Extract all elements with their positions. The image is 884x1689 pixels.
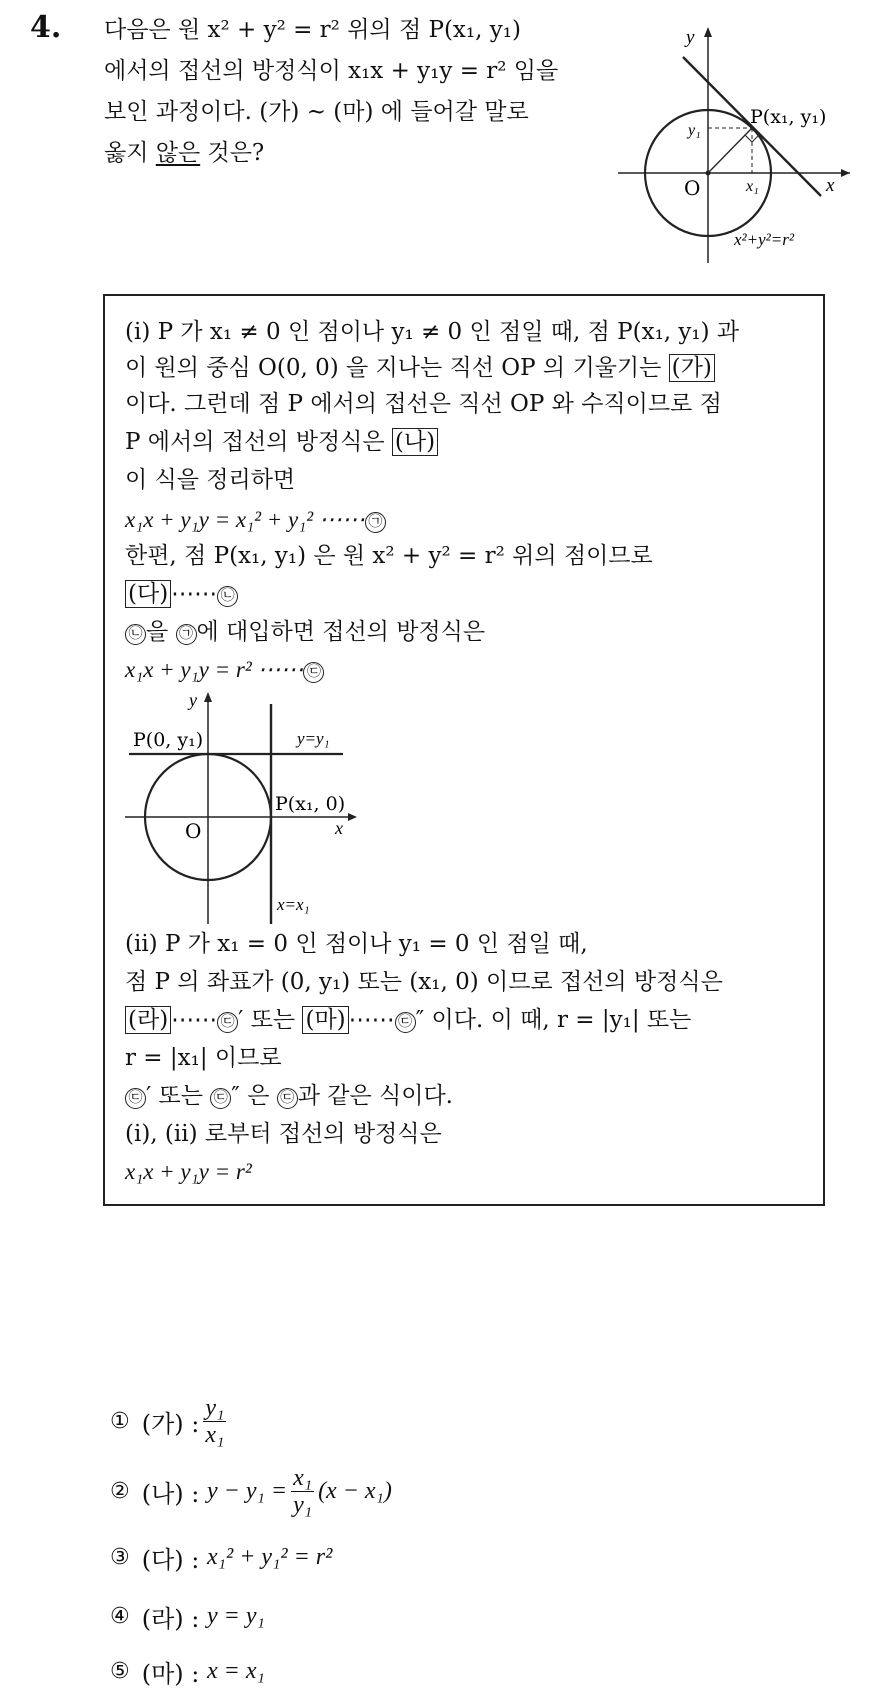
or-2: 또는 (158, 1083, 203, 1109)
choice-2-denominator: y₁ (293, 1492, 313, 1518)
proof-line-4-text: P 에서의 접선의 방정식은 (125, 429, 385, 455)
marker-giyeok: ㉠ (365, 512, 386, 533)
choice-3-number: ③ (110, 1545, 130, 1570)
proof-line-15 (125, 1078, 453, 1114)
choice-2-pre: y − y₁ = (207, 1478, 288, 1504)
question-number: 4. (30, 10, 62, 45)
marker-giyeok-ref: ㉠ (176, 624, 197, 645)
marker-digeut-prime-ref: ㉢ (125, 1088, 146, 1109)
proof-line-9 (125, 614, 485, 650)
x-axis-arrow (348, 813, 357, 821)
choice-5-number: ⑤ (110, 1659, 130, 1684)
origin-label: O (684, 176, 701, 200)
choice-5-label: (마) : (141, 1660, 200, 1688)
underlined-word: 않은 (155, 140, 201, 166)
proof-line-11: (ii) P 가 x₁ = 0 인 점이나 y₁ = 0 인 점일 때, (125, 931, 588, 957)
choice-4-expr: y = y₁ (207, 1603, 265, 1629)
choice-5[interactable] (110, 1654, 265, 1689)
circle-equation-label: x²+y²=r² (734, 230, 794, 249)
x1-label: x₁ (746, 178, 759, 195)
y-axis-arrow (204, 692, 212, 702)
choice-1[interactable] (110, 1395, 230, 1448)
or-1: 또는 (250, 1007, 296, 1033)
x-axis-label: x (826, 175, 835, 196)
question-line-1: 다음은 원 x² + y² = r² 위의 점 P(x₁, y₁) (104, 17, 521, 43)
y1-label: y₁ (688, 122, 701, 139)
x-axis-arrow (841, 169, 850, 177)
marker-nieun-ref: ㉡ (125, 624, 146, 645)
choice-2-post: (x − x₁) (318, 1478, 392, 1504)
choice-1-number: ① (110, 1409, 130, 1434)
proof-line-8 (125, 576, 238, 612)
proof-line-15-c: 과 같은 식이다. (297, 1083, 453, 1109)
prime-2-ref: ″ (231, 1083, 240, 1109)
dots-1: ⋯⋯ (171, 581, 218, 607)
choice-4-label: (라) : (141, 1605, 200, 1633)
choice-3-label: (다) : (141, 1546, 200, 1574)
blank-ma: (마) (302, 1006, 348, 1034)
equation-1: x₁x + y₁y = x₁² + y₁² ⋯⋯ (125, 507, 365, 532)
blank-da: (다) (125, 580, 171, 608)
proof-line-15-b: 은 (247, 1083, 270, 1109)
proof-line-9-a: 을 (146, 619, 169, 645)
choice-4-number: ④ (110, 1604, 130, 1629)
prime-1: ′ (238, 1007, 244, 1033)
question-line-3: 보인 과정이다. (가) ~ (마) 에 들어갈 말로 (104, 99, 529, 125)
marker-digeut-prime: ㉢ (217, 1012, 238, 1033)
blank-ga: (가) (669, 354, 715, 382)
choice-2-number: ② (110, 1479, 130, 1504)
choice-3[interactable] (110, 1540, 332, 1575)
marker-digeut: ㉢ (303, 662, 324, 683)
proof-line-14: r = |x₁| 이므로 (125, 1045, 282, 1071)
proof-line-17: x₁x + y₁y = r² (125, 1159, 252, 1184)
y-axis-arrow (704, 27, 712, 37)
choice-1-fraction (203, 1395, 226, 1448)
choice-2-numerator: x₁ (293, 1465, 313, 1491)
blank-ra: (라) (125, 1006, 171, 1034)
prime-2: ″ (415, 1007, 425, 1033)
choice-5-expr: x = x₁ (207, 1658, 265, 1684)
proof-box (103, 294, 825, 1206)
proof-line-10 (125, 652, 324, 688)
question-text (104, 10, 604, 174)
choice-4[interactable] (110, 1599, 265, 1634)
marker-digeut-double-prime: ㉢ (395, 1012, 416, 1033)
question-line-4-b: 것은? (200, 140, 265, 166)
vertical-line-label: x=x₁ (277, 895, 310, 914)
proof-line-7: 한편, 점 P(x₁, y₁) 은 원 x² + y² = r² 위의 점이므로 (125, 543, 653, 569)
point-right-label: P(x₁, 0) (275, 793, 346, 815)
y-axis-label: y (189, 690, 197, 710)
marker-digeut-ref: ㉢ (277, 1088, 298, 1109)
proof-line-2 (125, 350, 715, 386)
proof-line-1: (i) P 가 x₁ ≠ 0 인 점이나 y₁ ≠ 0 인 점일 때, 점 P(x₁, y₁) 과 (125, 319, 740, 345)
proof-line-2-text: 이 원의 중심 O(0, 0) 을 지나는 직선 OP 의 기울기는 (125, 355, 662, 381)
proof-line-13-b: 이다. 이 때, r = |y₁| 또는 (431, 1007, 692, 1033)
equation-3: x₁x + y₁y = r² ⋯⋯ (125, 657, 304, 682)
proof-line-5: 이 식을 정리하면 (125, 467, 296, 493)
proof-line-16: (i), (ii) 로부터 접선의 방정식은 (125, 1121, 442, 1147)
proof-line-12: 점 P 의 좌표가 (0, y₁) 또는 (x₁, 0) 이므로 접선의 방정식은 (125, 969, 723, 995)
dots-2: ⋯⋯ (171, 1007, 218, 1033)
question-line-2: 에서의 접선의 방정식이 x₁x + y₁y = r² 임을 (104, 58, 559, 84)
x-axis-label: x (335, 818, 343, 838)
origin-label: O (185, 819, 202, 843)
marker-digeut-double-prime-ref: ㉢ (210, 1088, 231, 1109)
choice-2[interactable] (110, 1465, 392, 1518)
question-line-4 (104, 133, 604, 174)
blank-na: (나) (392, 428, 438, 456)
proof-line-6 (125, 502, 386, 538)
prime-1-ref: ′ (146, 1083, 152, 1109)
origin-dot (706, 171, 711, 176)
choice-3-expr: x₁² + y₁² = r² (207, 1544, 333, 1570)
y-axis-label: y (686, 27, 695, 48)
marker-nieun: ㉡ (217, 586, 238, 607)
proof-line-9-b: 에 대입하면 접선의 방정식은 (196, 619, 486, 645)
choice-1-denominator: x₁ (205, 1422, 225, 1448)
point-top-label: P(0, y₁) (133, 729, 204, 751)
axis-point-figure (123, 684, 383, 924)
proof-line-13 (125, 1002, 691, 1038)
horizontal-line-label: y=y₁ (297, 729, 330, 748)
question-line-4-a: 옳지 (104, 140, 156, 166)
circle-tangent-figure (610, 15, 860, 265)
point-p-label: P(x₁, y₁) (750, 106, 827, 128)
proof-line-4 (125, 424, 438, 460)
choice-2-label: (나) : (141, 1480, 200, 1508)
choice-2-fraction (291, 1465, 314, 1518)
choice-1-label: (가) : (141, 1410, 200, 1438)
dots-3: ⋯⋯ (348, 1007, 395, 1033)
choice-1-numerator: y₁ (205, 1395, 225, 1421)
proof-line-3: 이다. 그런데 점 P 에서의 접선은 직선 OP 와 수직이므로 점 (125, 391, 722, 417)
